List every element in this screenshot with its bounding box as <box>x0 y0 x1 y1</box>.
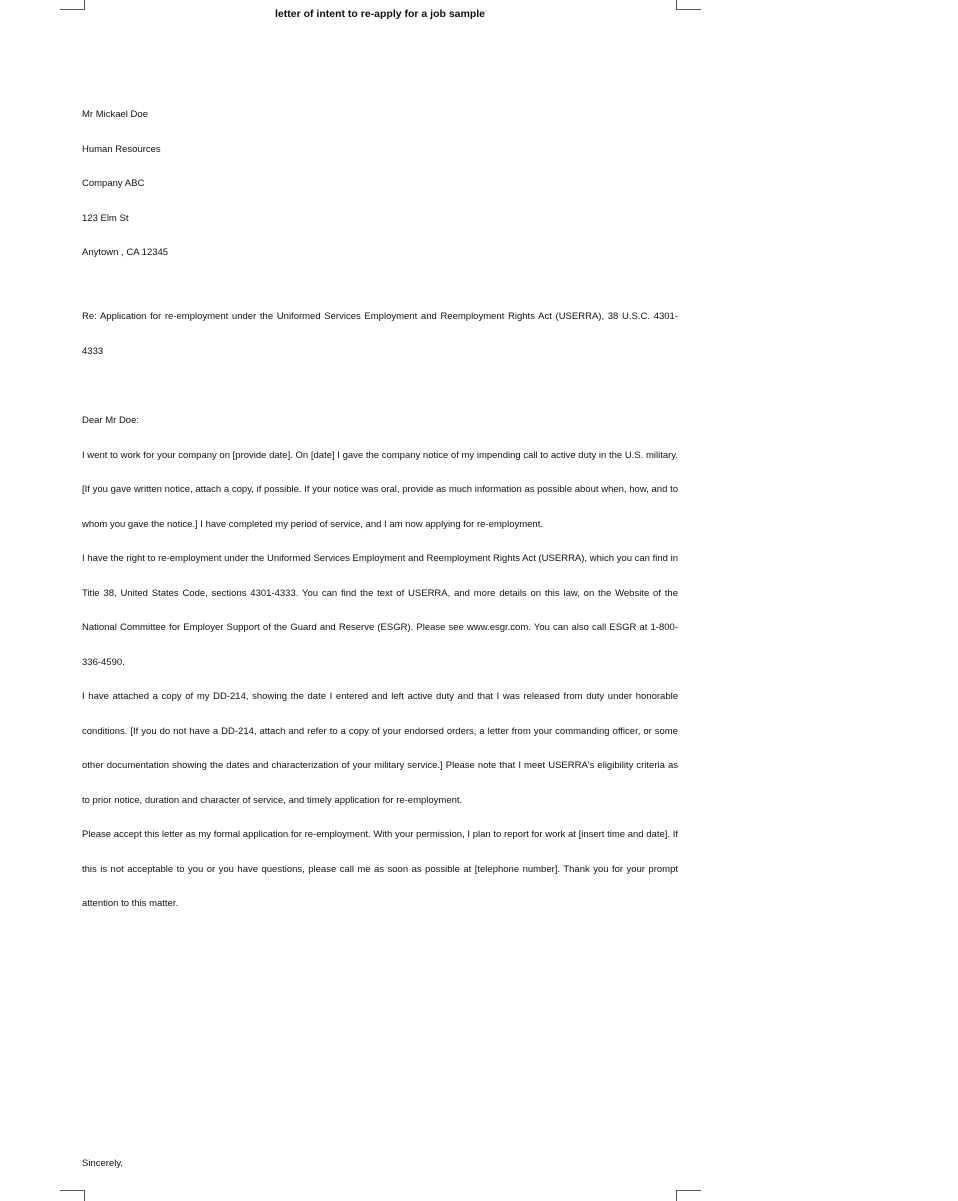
recipient-address <box>82 98 678 271</box>
paragraph-1: I went to work for your company on [provide date]. On [date] I gave the company notice of my impending call to active duty in the U.S. military. [If you gave written notice, attach a copy, if possible. If your notice was oral, provide as much information as possible about when, how, and to whom you gave the notice.] I have completed my period of service, and I am now applying for re-employment. <box>82 449 678 530</box>
document-title: letter of intent to re-apply for a job sample <box>274 8 486 20</box>
recipient-city: Anytown , CA 12345 <box>82 247 169 258</box>
recipient-department: Human Resources <box>82 143 161 155</box>
crop-mark-bottom-left <box>60 1190 85 1201</box>
recipient-street: 123 Elm St <box>82 212 129 224</box>
subject-text: Re: Application for re-employment under the Uniformed Services Employment and Reemployment Rights Act (USERRA), 38 U.S.C. 4301-4333 <box>82 311 678 357</box>
salutation: Dear Mr Doe: <box>82 415 140 426</box>
subject-line <box>82 300 678 369</box>
closing: Sincerely, <box>82 1158 124 1169</box>
crop-mark-bottom-right <box>676 1190 701 1201</box>
paragraph-3: I have attached a copy of my DD-214, showing the date I entered and left active duty and that I was released from duty under honorable conditions. [If you do not have a DD-214, attach and refer to a copy of your endorsed orders, a letter from your commanding officer, or some other documentation showing the dates and characterization of your military service.] Please note that I meet USERRA's eligibility criteria as to prior notice, duration and character of service, and timely application for re-employment. <box>82 691 678 806</box>
recipient-company: Company ABC <box>82 178 145 189</box>
paragraph-2: I have the right to re-employment under the Uniformed Services Employment and Reemployment Rights Act (USERRA), which you can find in Title 38, United States Code, sections 4301-4333. You can find the text of USERRA, and more details on this law, on the Website of the National Committee for Employer Support of the Guard and Reserve (ESGR). Please see www.esgr.com. You can also call ESGR at 1-800-336-4590. <box>82 553 678 668</box>
letter-body <box>82 404 678 922</box>
recipient-name: Mr Mickael Doe <box>82 109 148 120</box>
paragraph-4: Please accept this letter as my formal application for re-employment. With your permission, I plan to report for work at [insert time and date]. If this is not acceptable to you or you have questions, please call me as soon as possible at [telephone number]. Thank you for your prompt attention to this matter. <box>82 829 678 909</box>
